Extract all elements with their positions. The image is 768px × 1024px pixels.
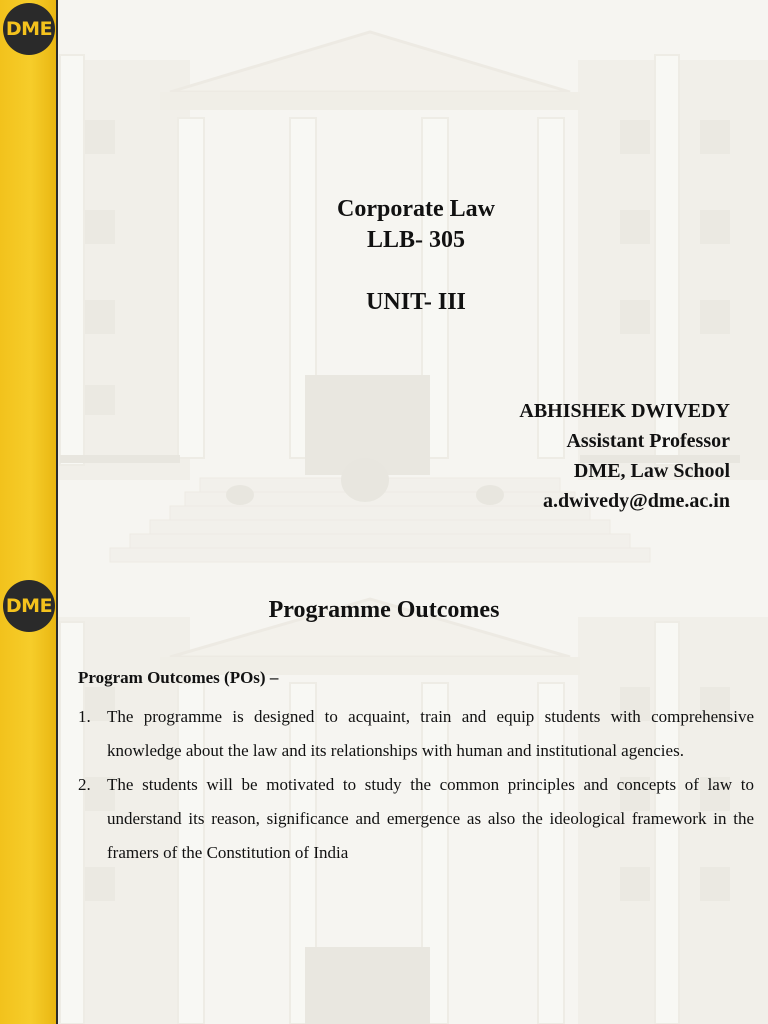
list-item	[78, 768, 754, 870]
po-list	[78, 700, 754, 870]
author-name: ABHISHEK DWIVEDY	[519, 400, 730, 422]
brand-sidebar	[0, 577, 58, 1024]
course-name: Corporate Law	[337, 196, 495, 222]
slide-title: Programme Outcomes	[268, 597, 500, 623]
slide-programme-outcomes	[0, 577, 768, 1024]
list-item-text: The programme is designed to acquaint, train and equip students with comprehensive knowledge about the law and its relationships with human and institutional agencies.	[107, 707, 754, 760]
list-item-number: 2.	[78, 775, 91, 794]
unit-label: UNIT- III	[366, 289, 466, 315]
course-title-block	[258, 194, 574, 318]
brand-sidebar	[0, 0, 58, 577]
po-heading: Program Outcomes (POs) –	[78, 668, 279, 687]
author-block	[519, 396, 730, 516]
author-role: Assistant Professor	[566, 430, 730, 452]
course-code: LLB- 305	[366, 227, 465, 253]
dme-logo: DME	[3, 580, 55, 632]
list-item-text: The students will be motivated to study the common principles and concepts of law to understand its reason, significance and emergence as also the ideological framework in the framers of the Constitution of India	[107, 775, 754, 862]
list-item	[78, 700, 754, 768]
dme-logo: DME	[3, 3, 55, 55]
author-org: DME, Law School	[573, 460, 730, 482]
author-email: a.dwivedy@dme.ac.in	[543, 490, 730, 512]
list-item-number: 1.	[78, 707, 91, 726]
